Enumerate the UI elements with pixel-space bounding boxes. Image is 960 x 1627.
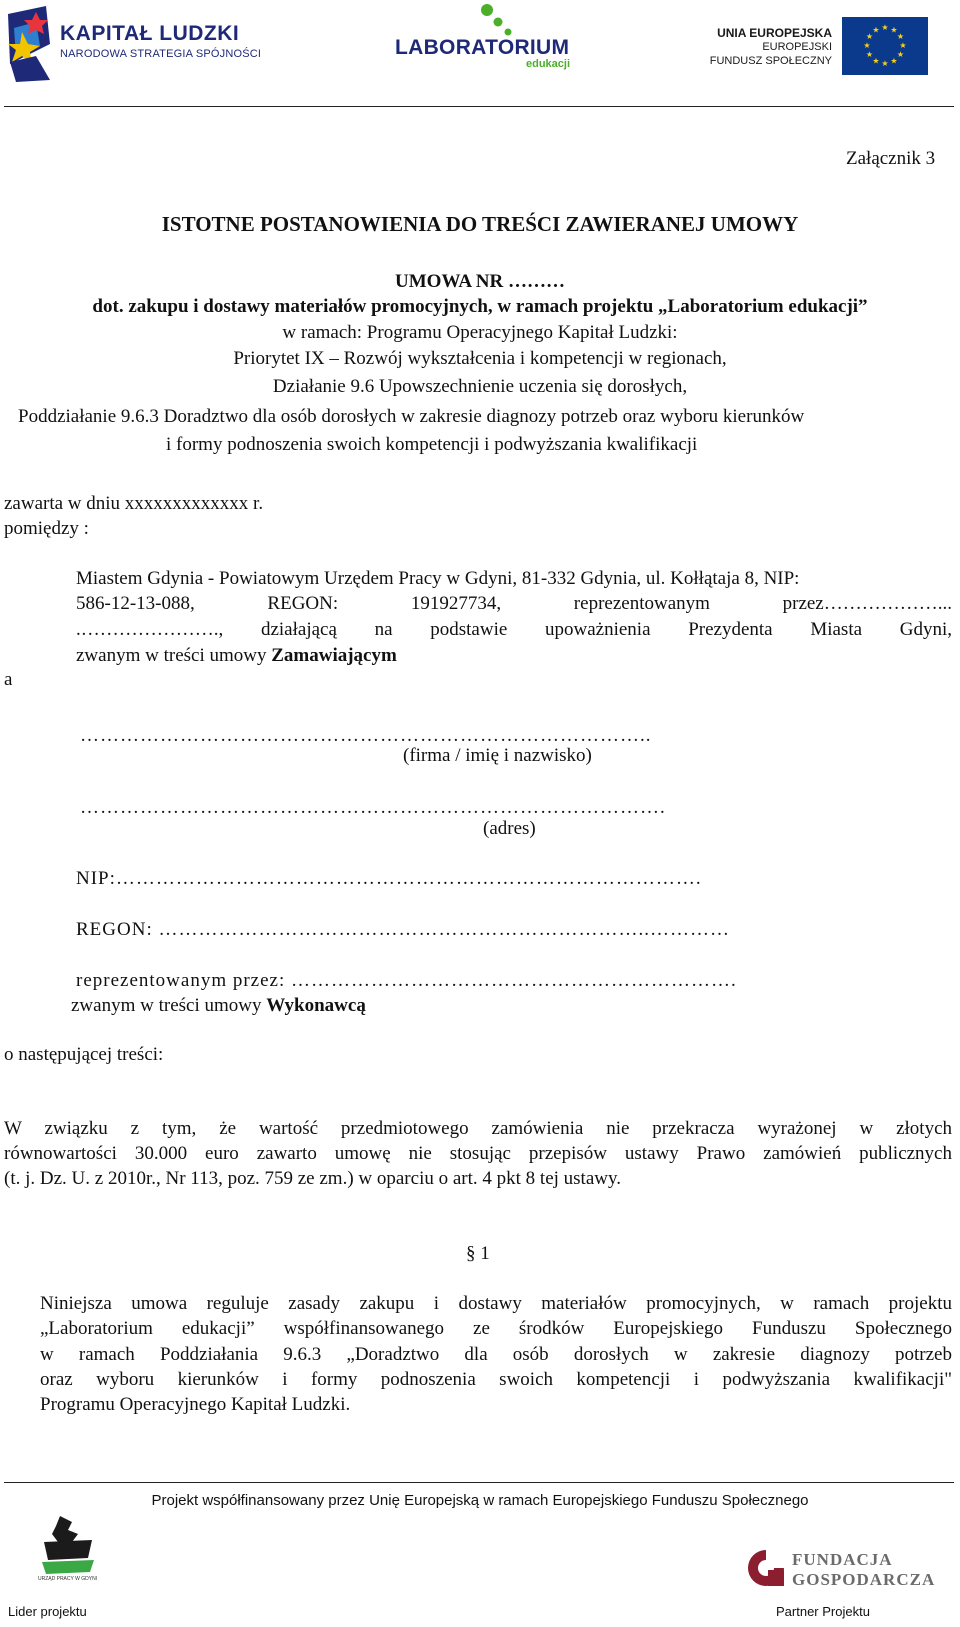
contract-number: UMOWA NR ……… bbox=[395, 271, 565, 292]
party2-designation bbox=[71, 993, 366, 1018]
party1-line-2: 586-12-13-088, REGON: 191927734, reprezentowanym przez………………... bbox=[76, 593, 952, 614]
section-1-line-4: oraz wyboru kierunków i formy podnoszenia swoich kompetencji i podwyższania kwalifikacji" bbox=[40, 1369, 952, 1390]
contract-subject: dot. zakupu i dostawy materiałów promocyjnych, w ramach projektu „Laboratorium edukacji” bbox=[92, 296, 868, 317]
eu-line-1: UNIA EUROPEJSKA bbox=[717, 26, 832, 40]
subaction-line-2: i formy podnoszenia swoich kompetencji i podwyższania kwalifikacji bbox=[166, 434, 698, 455]
party1-role: Zamawiającym bbox=[271, 645, 397, 666]
svg-text:★: ★ bbox=[896, 32, 905, 41]
priority-line: Priorytet IX – Rozwój wykształcenia i kompetencji w regionach, bbox=[233, 348, 727, 369]
svg-text:★: ★ bbox=[899, 41, 907, 50]
document-title: ISTOTNE POSTANOWIENIA DO TREŚCI ZAWIERANEJ UMOWY bbox=[161, 212, 799, 236]
section-1-line-3: w ramach Poddziałania 9.6.3 „Doradztwo dla osób dorosłych w zakresie diagnozy potrzeb bbox=[40, 1344, 952, 1365]
party1-line-3: .…………………., działającą na podstawie upoważnienia Prezydenta Miasta Gdyni, bbox=[76, 619, 952, 640]
party2-designation-prefix: zwanym w treści umowy bbox=[71, 995, 267, 1016]
svg-text:★: ★ bbox=[865, 32, 874, 41]
intro-paragraph-line-1: W związku z tym, że wartość przedmiotowego zamówienia nie przekracza wyrażonej w złotych bbox=[4, 1118, 952, 1139]
nip-line: NIP:……………………………………………………………………………. bbox=[76, 868, 702, 889]
party1-designation-prefix: zwanym w treści umowy bbox=[76, 645, 272, 666]
eu-flag-icon bbox=[842, 17, 928, 75]
svg-text:★: ★ bbox=[881, 59, 889, 68]
svg-text:★: ★ bbox=[881, 23, 889, 32]
urzad-pracy-caption: URZĄD PRACY W GDYNI bbox=[38, 1576, 98, 1582]
header bbox=[0, 0, 960, 108]
kapital-ludzki-title: KAPITAŁ LUDZKI bbox=[60, 22, 240, 45]
svg-text:★: ★ bbox=[865, 50, 874, 59]
section-1-line-2: „Laboratorium edukacji” współfinansowanego ze środków Europejskiego Funduszu Społecznego bbox=[40, 1318, 952, 1339]
svg-text:★: ★ bbox=[872, 56, 880, 66]
address-dots: ……………………………………………………………………………. bbox=[80, 797, 666, 818]
subaction-line-1: Poddziałanie 9.6.3 Doradztwo dla osób dorosłych w zakresie diagnozy potrzeb oraz wyboru kierunków bbox=[18, 406, 805, 427]
intro-paragraph-line-2: równowartości 30.000 euro zawarto umowę nie stosując przepisów ustawy Prawo zamówień publicznych bbox=[4, 1143, 952, 1164]
action-line: Działanie 9.6 Upowszechnienie uczenia się dorosłych, bbox=[272, 376, 688, 397]
intro-paragraph-line-3: (t. j. Dz. U. z 2010r., Nr 113, poz. 759 ze zm.) w oparciu o art. 4 pkt 8 tej ustawy. bbox=[4, 1168, 621, 1189]
laboratorium-subtitle: edukacji bbox=[526, 58, 571, 70]
party2-role: Wykonawcą bbox=[266, 995, 366, 1016]
following-label: o następującej treści: bbox=[4, 1044, 164, 1065]
address-label: (adres) bbox=[483, 818, 536, 839]
party1-line-1: Miastem Gdynia - Powiatowym Urzędem Pracy w Gdyni, 81-332 Gdynia, ul. Kołłątaja 8, NIP: bbox=[76, 568, 800, 589]
svg-text:★: ★ bbox=[890, 56, 898, 66]
svg-text:★: ★ bbox=[872, 25, 880, 35]
svg-text:★: ★ bbox=[863, 41, 871, 50]
svg-text:★: ★ bbox=[890, 25, 898, 35]
project-leader-label: Lider projektu bbox=[8, 1604, 87, 1619]
firm-label: (firma / imię i nazwisko) bbox=[403, 745, 592, 766]
party1-line-4 bbox=[76, 643, 397, 668]
eu-line-2: EUROPEJSKI bbox=[762, 41, 832, 53]
footer-divider bbox=[4, 1482, 954, 1483]
eu-line-3: FUNDUSZ SPOŁECZNY bbox=[709, 55, 832, 67]
fundacja-gospodarcza-logo bbox=[746, 1548, 786, 1588]
program-line: w ramach: Programu Operacyjnego Kapitał Ludzki: bbox=[282, 322, 678, 343]
and-label: a bbox=[4, 669, 13, 690]
svg-text:★: ★ bbox=[896, 50, 905, 59]
represented-line: reprezentowanym przez: …………………………………………………………. bbox=[76, 970, 737, 991]
attachment-label: Załącznik 3 bbox=[846, 148, 936, 169]
section-1-line-1: Niniejsza umowa reguluje zasady zakupu i dostawy materiałów promocyjnych, w ramach projektu bbox=[40, 1293, 952, 1314]
fundacja-line-2: GOSPODARCZA bbox=[792, 1570, 936, 1589]
laboratorium-title: LABORATORIUM bbox=[395, 36, 570, 59]
kapital-ludzki-subtitle: NARODOWA STRATEGIA SPÓJNOŚCI bbox=[60, 48, 262, 60]
section-1-heading: § 1 bbox=[466, 1243, 490, 1264]
between-label: pomiędzy : bbox=[4, 518, 89, 539]
section-1-line-5: Programu Operacyjnego Kapitał Ludzki. bbox=[40, 1394, 351, 1415]
concluded-date: zawarta w dniu xxxxxxxxxxxxx r. bbox=[4, 493, 264, 514]
fundacja-line-1: FUNDACJA bbox=[792, 1550, 893, 1569]
urzad-pracy-logo bbox=[38, 1512, 98, 1576]
firm-dots: ………………………………………………………………………….. bbox=[80, 725, 652, 746]
kapital-ludzki-logo bbox=[6, 4, 60, 84]
cofinancing-note: Projekt współfinansowany przez Unię Europejską w ramach Europejskiego Funduszu Społecznego bbox=[151, 1492, 809, 1509]
header-divider bbox=[4, 106, 954, 107]
regon-line: REGON: ………………………………………………………………..………… bbox=[76, 919, 730, 940]
project-partner-label: Partner Projektu bbox=[776, 1604, 870, 1619]
